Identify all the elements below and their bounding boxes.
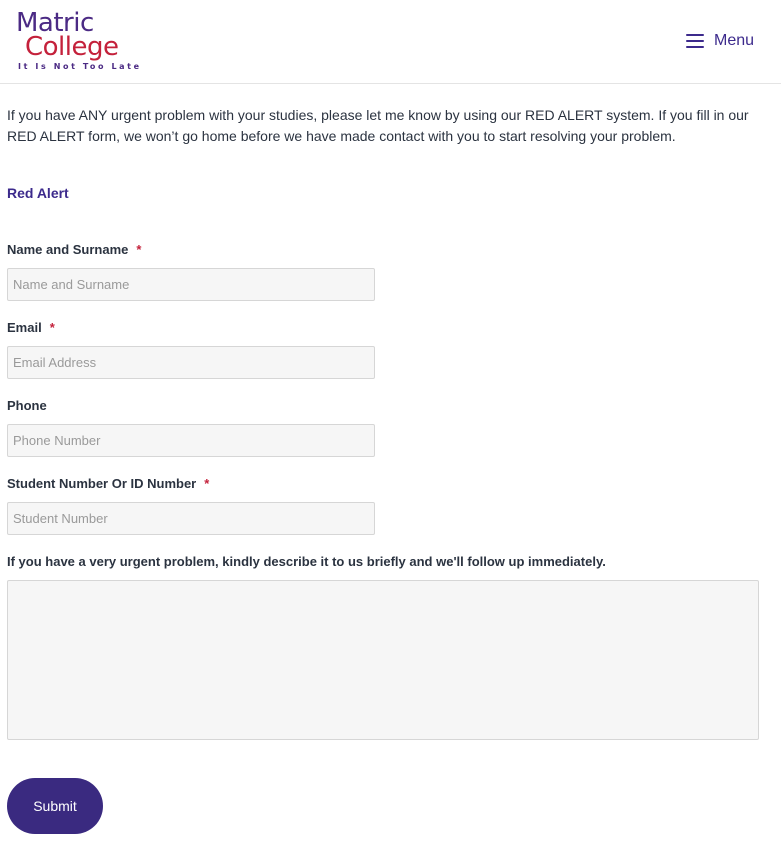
submit-button[interactable]: Submit [7, 778, 103, 834]
menu-label: Menu [714, 32, 755, 49]
email-label-text: Email [7, 320, 42, 335]
phone-label-text: Phone [7, 398, 47, 413]
name-input[interactable] [7, 268, 375, 301]
site-header [0, 0, 781, 84]
email-label [7, 320, 55, 335]
matric-college-logo[interactable] [16, 10, 141, 74]
phone-input[interactable] [7, 424, 375, 457]
student-number-input[interactable] [7, 502, 375, 535]
required-marker: * [136, 242, 142, 257]
logo-word-matric: Matric [16, 8, 94, 38]
name-label-text: Name and Surname [7, 242, 129, 257]
logo-tagline: It Is Not Too Late [18, 62, 142, 71]
student-number-label-text: Student Number Or ID Number [7, 476, 197, 491]
required-marker: * [204, 476, 210, 491]
email-input[interactable] [7, 346, 375, 379]
problem-description-label-text: If you have a very urgent problem, kindly describe it to us briefly and we'll follow up immediately. [7, 554, 606, 569]
menu-button[interactable] [686, 28, 754, 54]
required-marker: * [49, 320, 55, 335]
logo-word-college: College [25, 32, 119, 62]
student-number-label [7, 476, 209, 491]
intro-paragraph: If you have ANY urgent problem with your studies, please let me know by using our RED ALERT system. If you fill in our RED ALERT form, we won’t go home before we have made contact with you to start resolving your problem. [7, 107, 749, 144]
form-title: Red Alert [7, 185, 69, 201]
problem-description-label [7, 554, 606, 569]
problem-description-textarea[interactable] [7, 580, 759, 740]
name-label [7, 242, 141, 257]
hamburger-icon [686, 34, 704, 48]
phone-label [7, 398, 47, 413]
